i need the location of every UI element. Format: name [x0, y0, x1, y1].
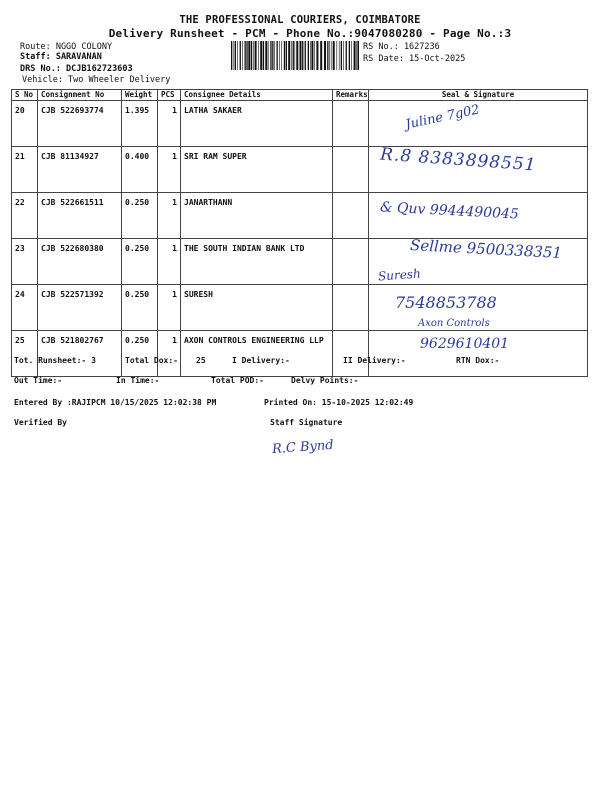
rtn-dox: RTN Dox:-	[456, 356, 500, 365]
staff-label: Staff: SARAVANAN	[20, 52, 102, 62]
header-remarks: Remarks	[333, 90, 369, 101]
entered-by: Entered By :RAJIPCM 10/15/2025 12:02:38 PM	[14, 398, 217, 407]
cell-weight: 0.250	[122, 239, 158, 285]
rs-date: RS Date: 15-Oct-2025	[363, 54, 466, 64]
header-weight: Weight	[122, 90, 158, 101]
barcode	[231, 41, 359, 70]
cell-weight: 0.250	[122, 193, 158, 239]
total-dox-label: Total Dox:-	[125, 356, 178, 365]
route-label: Route: NGGO COLONY	[20, 42, 113, 52]
cell-consignment: CJB 521802767	[38, 331, 122, 377]
cell-pcs: 1	[158, 101, 181, 147]
handwritten-signature-24-phone: 7548853788	[395, 293, 497, 312]
cell-remarks	[333, 193, 369, 239]
total-dox-value: 25	[196, 356, 206, 365]
handwritten-signature-24-name: Suresh	[377, 266, 422, 284]
cell-consignee: LATHA SAKAER	[181, 101, 333, 147]
cell-sno: 21	[12, 147, 38, 193]
cell-pcs: 1	[158, 193, 181, 239]
cell-weight: 0.250	[122, 285, 158, 331]
table-header-row	[12, 90, 588, 101]
cell-consignment: CJB 522680380	[38, 239, 122, 285]
cell-consignee: SRI RAM SUPER	[181, 147, 333, 193]
header-sno: S No	[12, 90, 38, 101]
ii-delivery: II Delivery:-	[343, 356, 406, 365]
handwritten-signature-25-name: Axon Controls	[418, 318, 490, 329]
handwritten-signature-20: Juline 7g02	[404, 102, 481, 133]
cell-pcs: 1	[158, 331, 181, 377]
cell-pcs: 1	[158, 147, 181, 193]
cell-remarks	[333, 331, 369, 377]
runsheet-table	[11, 89, 588, 377]
table-row	[12, 101, 588, 147]
vehicle-label: Vehicle: Two Wheeler Delivery	[22, 75, 171, 85]
cell-remarks	[333, 239, 369, 285]
cell-weight: 0.250	[122, 331, 158, 377]
document-subtitle: Delivery Runsheet - PCM - Phone No.:9047080280 - Page No.:3	[108, 27, 512, 40]
in-time: In Time:-	[116, 376, 160, 385]
cell-weight: 0.400	[122, 147, 158, 193]
handwritten-signature-22: & Quv 9944490045	[379, 199, 520, 223]
cell-weight: 1.395	[122, 101, 158, 147]
total-pod: Total POD:-	[211, 376, 264, 385]
total-runsheet: Tot. Runsheet:- 3	[14, 356, 96, 365]
out-time: Out Time:-	[14, 376, 63, 385]
verified-by: Verified By	[14, 418, 67, 427]
cell-remarks	[333, 285, 369, 331]
header-seal: Seal & Signature	[369, 90, 588, 101]
cell-pcs: 1	[158, 285, 181, 331]
cell-consignment: CJB 522661511	[38, 193, 122, 239]
cell-consignment: CJB 81134927	[38, 147, 122, 193]
handwritten-signature-23: Sellme 9500338351	[409, 236, 563, 262]
cell-consignment: CJB 522693774	[38, 101, 122, 147]
cell-consignee: JANARTHANN	[181, 193, 333, 239]
cell-remarks	[333, 147, 369, 193]
cell-sno: 24	[12, 285, 38, 331]
i-delivery: I Delivery:-	[232, 356, 290, 365]
document-title: THE PROFESSIONAL COURIERS, COIMBATORE	[179, 14, 421, 26]
table-row	[12, 285, 588, 331]
cell-sno: 22	[12, 193, 38, 239]
cell-consignee: THE SOUTH INDIAN BANK LTD	[181, 239, 333, 285]
header-consignment: Consignment No	[38, 90, 122, 101]
cell-sno: 25	[12, 331, 38, 377]
cell-consignee: AXON CONTROLS ENGINEERING LLP	[181, 331, 333, 377]
cell-consignee: SURESH	[181, 285, 333, 331]
header-pcs: PCS	[158, 90, 181, 101]
printed-on: Printed On: 15-10-2025 12:02:49	[264, 398, 414, 407]
delivery-points: Delvy Points:-	[291, 376, 359, 385]
handwritten-signature-21: R.8 8383898551	[379, 144, 538, 176]
cell-pcs: 1	[158, 239, 181, 285]
cell-remarks	[333, 101, 369, 147]
cell-sno: 20	[12, 101, 38, 147]
staff-signature-label: Staff Signature	[270, 418, 343, 427]
handwritten-signature-25-phone: 9629610401	[420, 336, 510, 352]
staff-handwritten-signature: R.C Bynd	[271, 437, 335, 458]
cell-sno: 23	[12, 239, 38, 285]
drs-number: DRS No.: DCJB162723603	[20, 64, 133, 74]
rs-number: RS No.: 1627236	[363, 42, 440, 52]
header-consignee: Consignee Details	[181, 90, 333, 101]
cell-consignment: CJB 522571392	[38, 285, 122, 331]
